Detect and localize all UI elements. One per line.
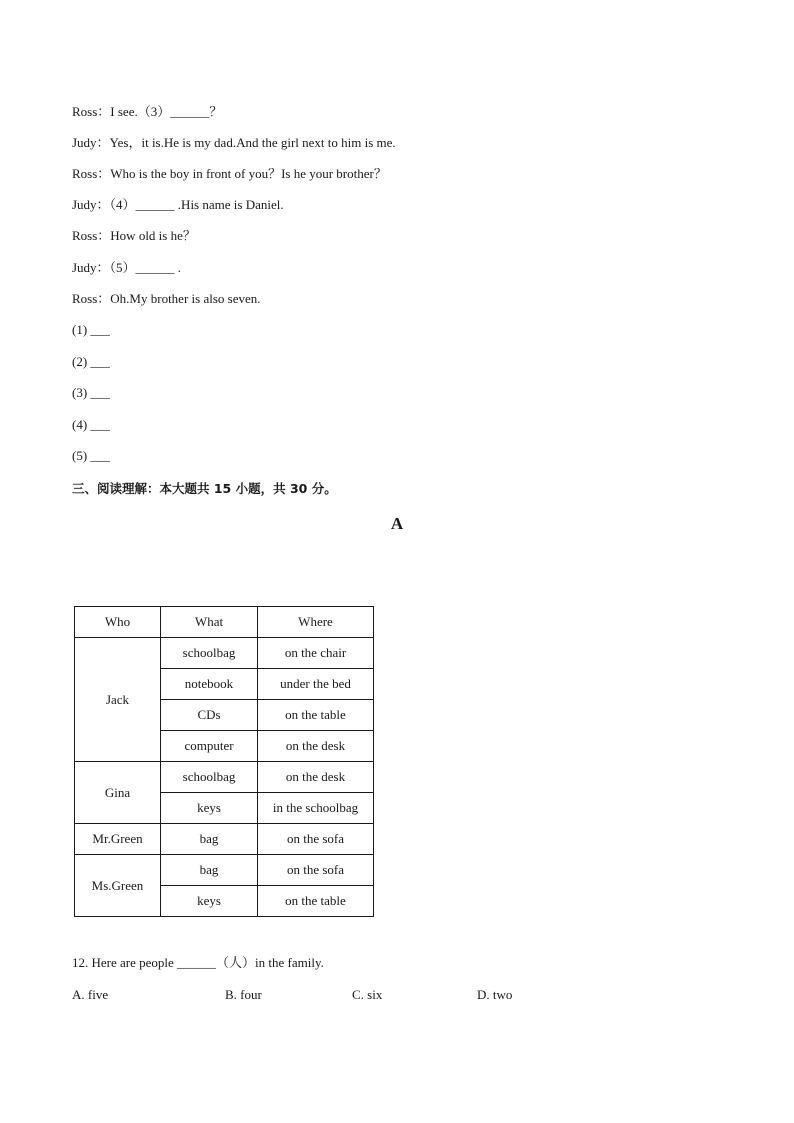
what-cell: bag	[161, 855, 258, 886]
where-cell: on the sofa	[258, 855, 374, 886]
where-cell: in the schoolbag	[258, 793, 374, 824]
dialogue-line-ross-boy: Ross：Who is the boy in front of you？Is he your brother？	[72, 166, 387, 181]
answer-blank-1[interactable]: (1) ___	[72, 322, 110, 337]
what-cell: schoolbag	[161, 638, 258, 669]
where-cell: on the desk	[258, 762, 374, 793]
table-header-row	[75, 607, 374, 638]
where-cell: on the table	[258, 886, 374, 917]
dialogue-line-judy-5: Judy：（5）______ .	[72, 260, 182, 275]
who-cell: Jack	[75, 638, 161, 762]
answer-blank-2[interactable]: (2) ___	[72, 354, 110, 369]
option-a[interactable]: A. five	[72, 987, 109, 1002]
dialogue-line-judy-4: Judy：（4）______ .His name is Daniel.	[72, 197, 284, 212]
header-where: Where	[258, 607, 374, 638]
what-cell: notebook	[161, 669, 258, 700]
answer-blank-3[interactable]: (3) ___	[72, 385, 110, 400]
option-d[interactable]: D. two	[477, 987, 513, 1002]
dialogue-line-ross-seven: Ross：Oh.My brother is also seven.	[72, 291, 261, 306]
question-12: 12. Here are people ______（人）in the family.	[72, 955, 324, 970]
answer-blank-5[interactable]: (5) ___	[72, 448, 110, 463]
table-row	[75, 824, 374, 855]
what-cell: schoolbag	[161, 762, 258, 793]
where-cell: on the sofa	[258, 824, 374, 855]
what-cell: keys	[161, 886, 258, 917]
dialogue-line-ross-3: Ross：I see.（3）______？	[72, 104, 223, 119]
where-cell: on the chair	[258, 638, 374, 669]
header-what: What	[161, 607, 258, 638]
option-c[interactable]: C. six	[352, 987, 383, 1002]
where-cell: on the desk	[258, 731, 374, 762]
what-cell: computer	[161, 731, 258, 762]
option-b[interactable]: B. four	[225, 987, 262, 1002]
table-row	[75, 855, 374, 886]
what-cell: bag	[161, 824, 258, 855]
who-cell: Mr.Green	[75, 824, 161, 855]
header-who: Who	[75, 607, 161, 638]
answer-blank-4[interactable]: (4) ___	[72, 417, 110, 432]
table-row	[75, 638, 374, 669]
where-cell: under the bed	[258, 669, 374, 700]
dialogue-line-judy-dad: Judy：Yes，it is.He is my dad.And the girl next to him is me.	[72, 135, 396, 150]
belongings-table	[74, 606, 374, 917]
what-cell: keys	[161, 793, 258, 824]
who-cell: Gina	[75, 762, 161, 824]
section-title: 三、阅读理解：本大题共 15 小题，共 30 分。	[72, 481, 337, 496]
table-row	[75, 762, 374, 793]
dialogue-line-ross-age: Ross：How old is he？	[72, 228, 196, 243]
where-cell: on the table	[258, 700, 374, 731]
passage-heading: A	[390, 514, 404, 533]
what-cell: CDs	[161, 700, 258, 731]
who-cell: Ms.Green	[75, 855, 161, 917]
